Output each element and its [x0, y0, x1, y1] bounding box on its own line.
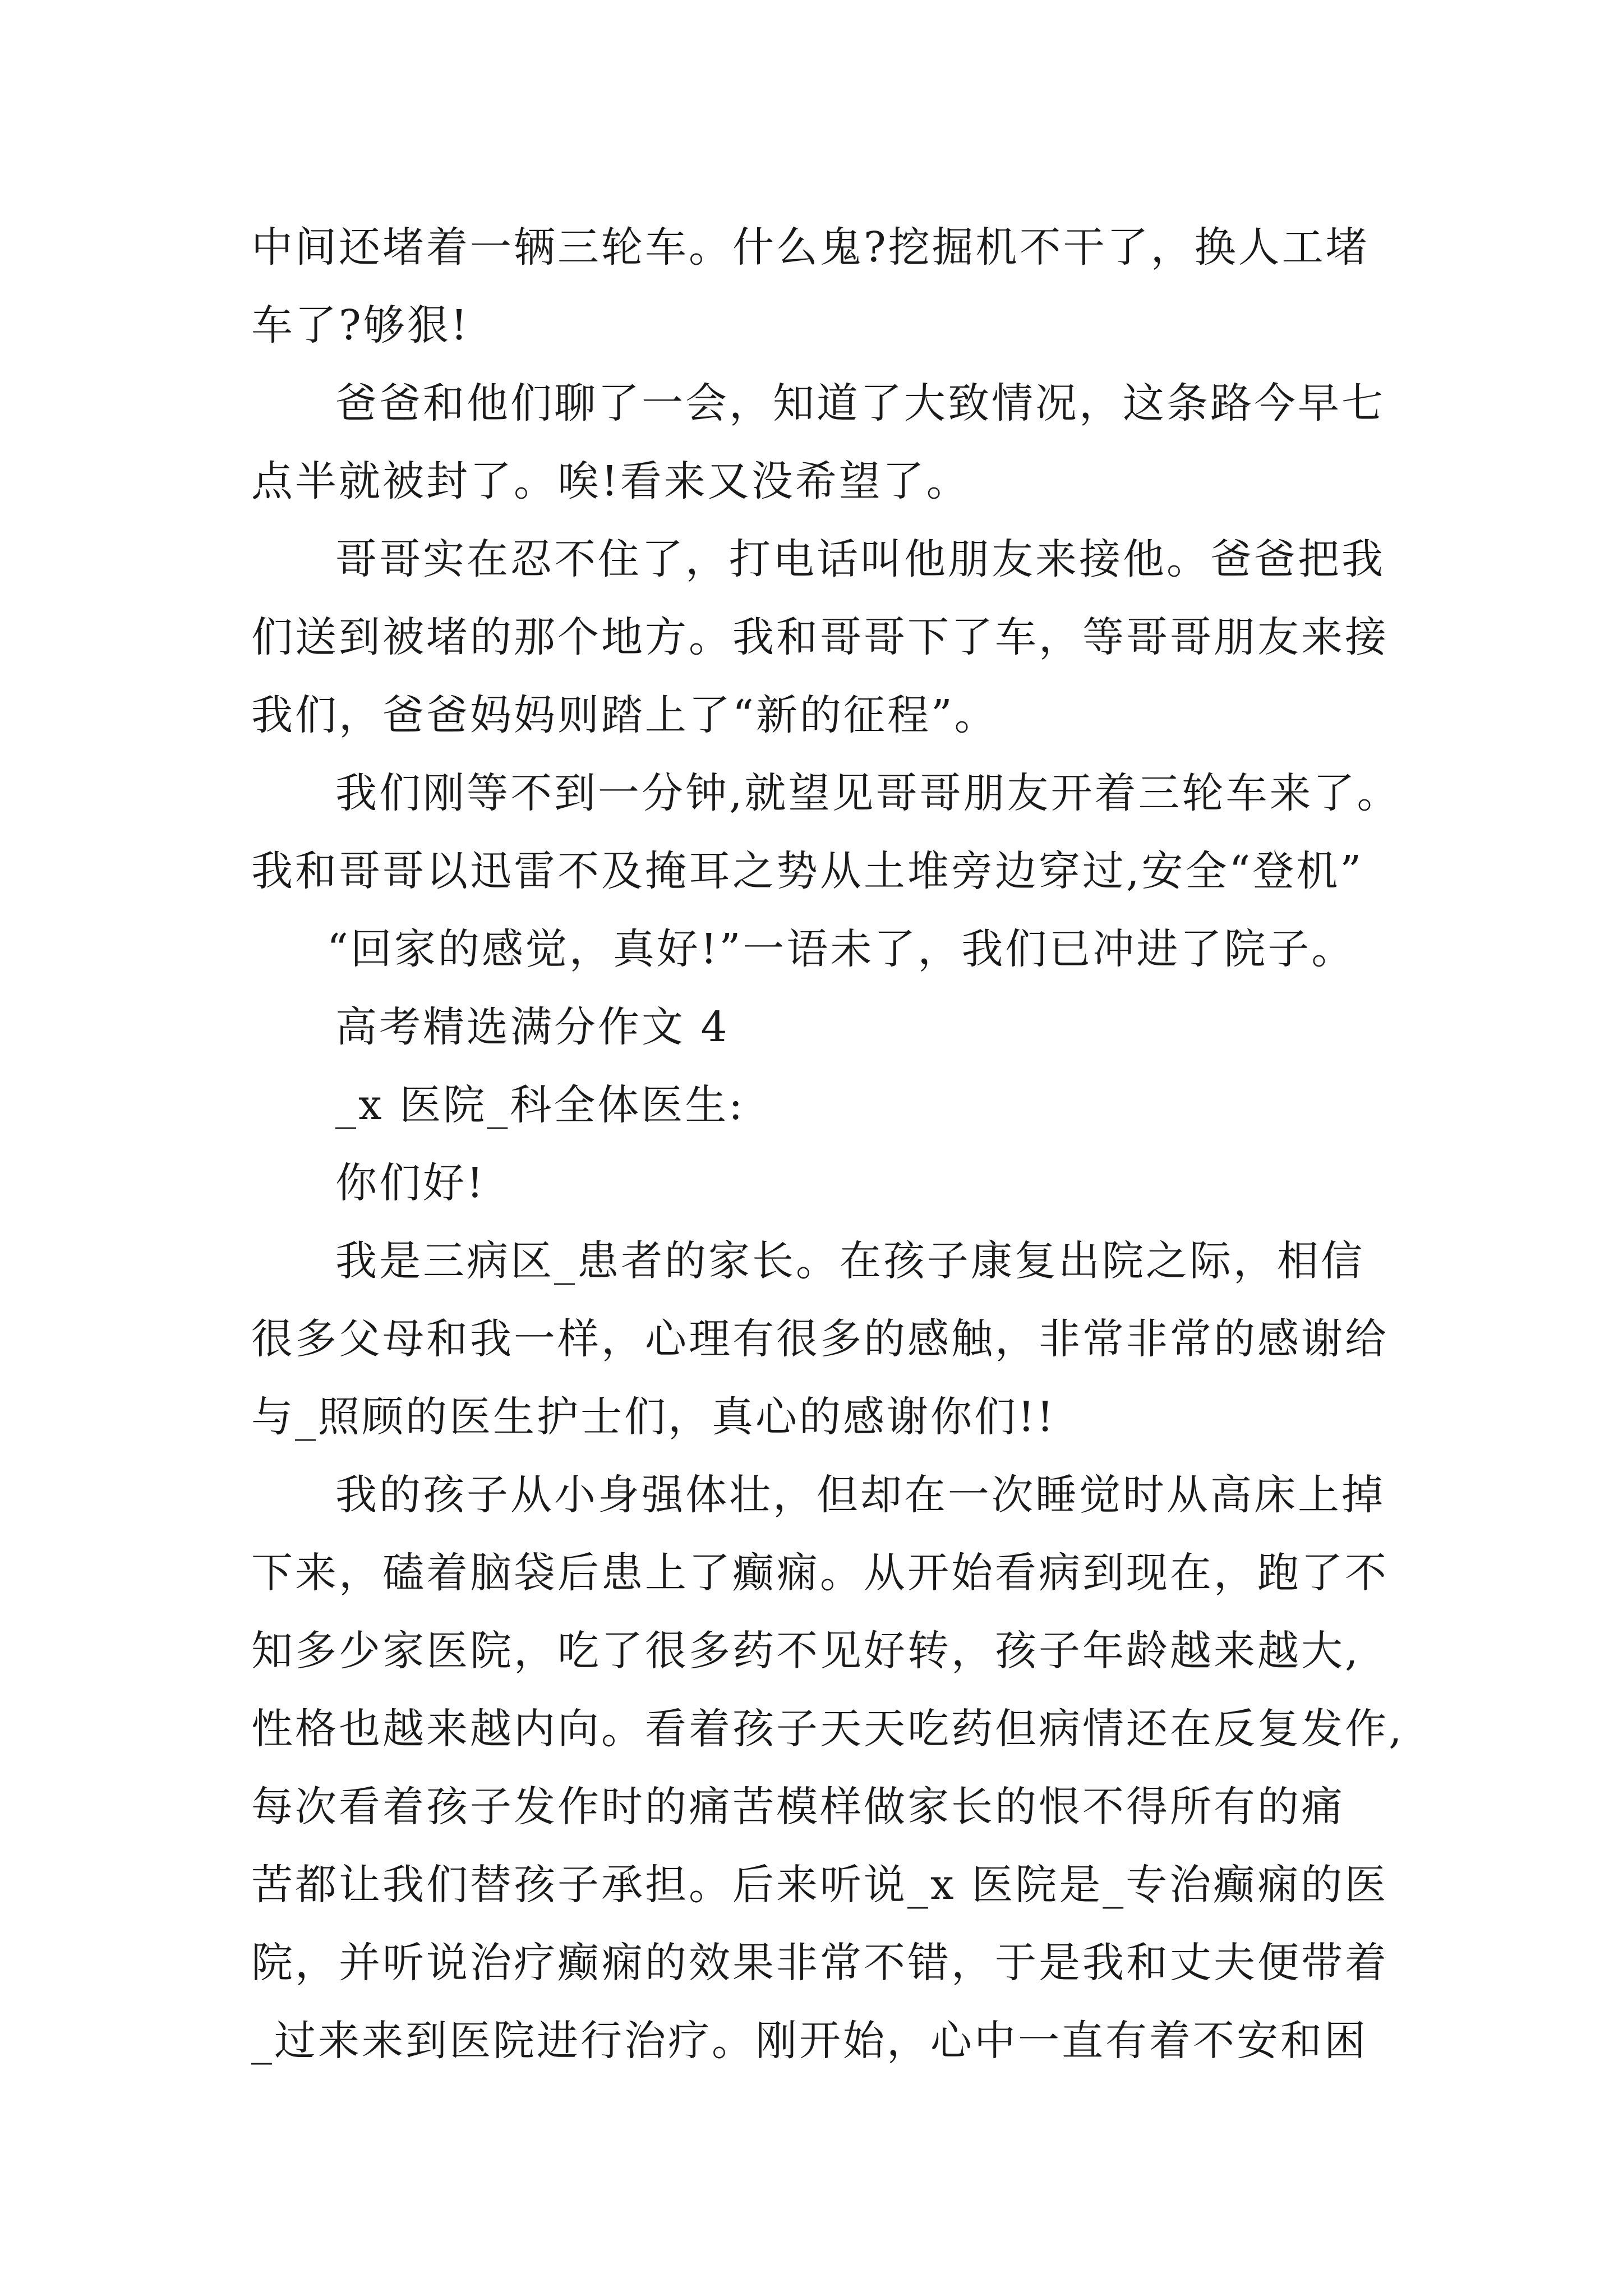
text-line: 我们，爸爸妈妈则踏上了“新的征程”。	[251, 691, 998, 739]
text-line: 车了?够狠!	[251, 301, 470, 349]
text-line: 每次看着孩子发作时的痛苦模样做家长的恨不得所有的痛	[251, 1783, 1345, 1831]
text-line: 中间还堵着一辆三轮车。什么鬼?挖掘机不干了，换人工堵	[251, 223, 1370, 272]
text-line: 与_照顾的医生护士们，真心的感谢你们!!	[251, 1393, 1056, 1441]
document-body	[251, 209, 1404, 2080]
text-line: 哥哥实在忍不住了，打电话叫他朋友来接他。爸爸把我	[335, 535, 1385, 583]
text-line: 院，并听说治疗癫痫的效果非常不错，于是我和丈夫便带着	[251, 1939, 1389, 1987]
text-line: 我是三病区_患者的家长。在孩子康复出院之际，相信	[335, 1237, 1364, 1285]
text-line: “回家的感觉，真好!”一语未了，我们已冲进了院子。	[327, 925, 1355, 973]
text-line: 很多父母和我一样，心理有很多的感触，非常非常的感谢给	[251, 1315, 1389, 1363]
text-line: 性格也越来越内向。看着孩子天天吃药但病情还在反复发作,	[251, 1705, 1404, 1753]
text-line: 我的孩子从小身强体壮，但却在一次睡觉时从高床上掉	[335, 1471, 1385, 1519]
text-line: 我们刚等不到一分钟,就望见哥哥朋友开着三轮车来了。	[335, 769, 1401, 817]
letter-salutation: _x 医院_科全体医生:	[335, 1081, 745, 1129]
text-line: 下来，磕着脑袋后患上了癫痫。从开始看病到现在，跑了不	[251, 1549, 1389, 1597]
letter-greeting: 你们好!	[335, 1159, 486, 1207]
text-line: 点半就被封了。唉!看来又没希望了。	[251, 457, 970, 505]
text-line: 苦都让我们替孩子承担。后来听说_x 医院是_专治癫痫的医	[251, 1861, 1389, 1909]
text-line: 们送到被堵的那个地方。我和哥哥下了车，等哥哥朋友来接	[251, 613, 1389, 661]
text-line: 我和哥哥以迅雷不及掩耳之势从土堆旁边穿过,安全“登机”	[251, 847, 1364, 895]
section-heading: 高考精选满分作文 4	[335, 1003, 730, 1051]
text-line: 知多少家医院，吃了很多药不见好转，孩子年龄越来越大,	[251, 1627, 1361, 1675]
text-line: _过来来到医院进行治疗。刚开始，心中一直有着不安和困	[251, 2017, 1368, 2065]
text-line: 爸爸和他们聊了一会，知道了大致情况，这条路今早七	[335, 379, 1385, 427]
